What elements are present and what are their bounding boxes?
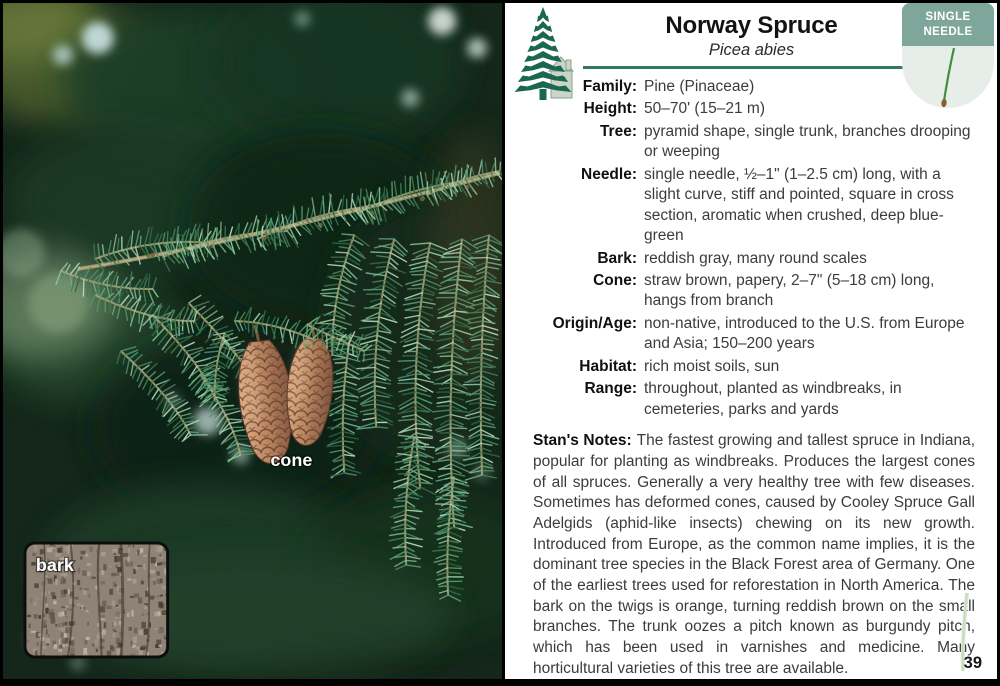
species-info-panel: [505, 3, 997, 679]
field-row-bark: [533, 249, 975, 269]
field-value: rich moist soils, sun: [644, 357, 780, 375]
field-row-tree: [533, 122, 975, 163]
field-value: straw brown, papery, 2–7" (5–18 cm) long, hangs from branch: [644, 271, 935, 310]
bark-label: bark: [35, 554, 74, 576]
field-label: Bark:: [597, 249, 637, 267]
category-badge: [902, 3, 994, 46]
field-value: pyramid shape, single trunk, branches drooping or weeping: [644, 122, 971, 161]
stans-notes-label: Stan's Notes:: [533, 432, 632, 450]
stans-notes: [533, 431, 975, 679]
field-label: Family:: [582, 77, 637, 95]
spruce-photo: [3, 3, 505, 679]
field-label: Origin/Age:: [552, 314, 637, 332]
page-title: Norway Spruce: [665, 12, 838, 39]
spruce-silhouette-icon: [510, 7, 576, 102]
field-value: 50–70' (15–21 m): [644, 100, 766, 118]
field-value: Pine (Pinaceae): [644, 77, 755, 95]
field-label: Range:: [584, 380, 637, 398]
category-badge-line2: NEEDLE: [923, 25, 973, 38]
category-badge-line1: SINGLE: [925, 11, 971, 23]
field-row-habitat: [533, 357, 975, 377]
species-header: [588, 13, 915, 60]
field-label: Cone:: [593, 271, 637, 289]
field-row-origin-age: [533, 314, 975, 355]
species-fields: [533, 77, 975, 420]
field-row-height: [533, 99, 975, 119]
field-value: non-native, introduced to the U.S. from Europe and Asia; 150–200 years: [644, 314, 965, 353]
field-label: Tree:: [599, 122, 637, 140]
field-row-cone: [533, 271, 975, 312]
needle-category-capsule: [902, 3, 994, 108]
field-row-range: [533, 379, 975, 420]
field-label: Needle:: [581, 165, 637, 183]
cone-label: cone: [270, 449, 313, 471]
header-divider: [583, 66, 905, 69]
scientific-name: Picea abies: [708, 40, 795, 59]
field-value: throughout, planted as windbreaks, in cemeteries, parks and yards: [644, 380, 902, 418]
field-value: reddish gray, many round scales: [644, 249, 867, 267]
stans-notes-text: The fastest growing and tallest spruce in Indiana, popular for planting as windbreaks. Produces the largest cones of all spruces. Generally a very healthy tree with few diseases. Sometimes has deformed cones, caused by Cooley Spruce Gall Adelgids (aphid-like insects) chewing on its new growth. Introduced from Europe, as the common name implies, it is the dominant tree species in the Black Forest area of Germany. One of the earliest trees used for reforestation in North America. The bark on the twigs is orange, turning reddish brown on the small branches. The trunk oozes a pitch known as burgundy pitch, which has been used in varnishes and medicine. Many horticultural varieties of this tree are available.: [533, 432, 975, 677]
field-value: single needle, ½–1" (1–2.5 cm) long, with a slight curve, stiff and pointed, square in cross section, aromatic when crushed, deep blue-green: [644, 165, 954, 245]
field-label: Habitat:: [579, 357, 637, 375]
page-number: 39: [963, 654, 982, 672]
field-label: Height:: [583, 100, 637, 118]
spruce-photo-art: [3, 3, 502, 679]
field-row-needle: [533, 165, 975, 247]
